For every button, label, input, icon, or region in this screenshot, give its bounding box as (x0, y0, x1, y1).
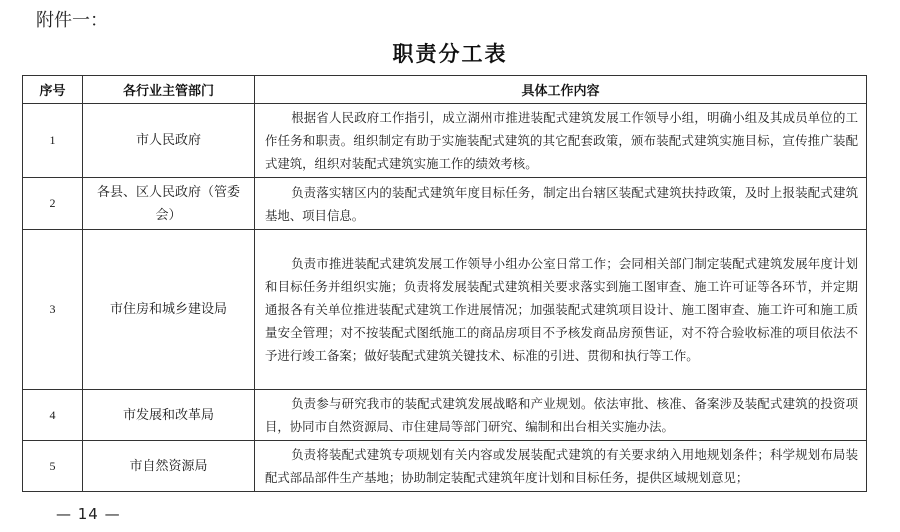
row-dept: 市自然资源局 (83, 441, 255, 492)
row-dept: 市发展和改革局 (83, 390, 255, 441)
table-header-row (23, 76, 867, 104)
row-content-text: 负责将装配式建筑专项规划有关内容或发展装配式建筑的有关要求纳入用地规划条件；科学规划布局装配式部品部件生产基地；协助制定装配式建筑年度计划和目标任务，提供区域规划意见； (265, 447, 858, 485)
row-content (255, 178, 867, 230)
row-content (255, 390, 867, 441)
header-content: 具体工作内容 (255, 76, 867, 104)
row-dept: 市住房和城乡建设局 (83, 230, 255, 390)
table-row (23, 178, 867, 230)
page-number: — 14 — (56, 505, 121, 523)
page-title: 职责分工表 (392, 41, 508, 66)
header-no: 序号 (23, 76, 83, 104)
table-row (23, 230, 867, 390)
row-number: 4 (23, 390, 83, 441)
row-content (255, 104, 867, 178)
row-content (255, 230, 867, 390)
table-row (23, 441, 867, 492)
row-content (255, 441, 867, 492)
header-dept: 各行业主管部门 (83, 76, 255, 104)
row-dept: 市人民政府 (83, 104, 255, 178)
table-row (23, 104, 867, 178)
row-dept: 各县、区人民政府（管委会） (83, 178, 255, 230)
attachment-label: 附件一： (36, 10, 108, 31)
row-content-text: 负责落实辖区内的装配式建筑年度目标任务，制定出台辖区装配式建筑扶持政策，及时上报装配式建筑基地、项目信息。 (265, 184, 858, 223)
row-number: 1 (23, 104, 83, 178)
row-content-text: 负责市推进装配式建筑发展工作领导小组办公室日常工作；会同相关部门制定装配式建筑发展年度计划和目标任务并组织实施；负责将发展装配式建筑相关要求落实到施工图审查、施工许可证等各环节，并定期通报各有关单位推进装配式建筑工作进展情况；加强装配式建筑项目设计、施工图审查、施工许可和施工质量安全管理；对不按装配式图纸施工的商品房项目不予核发商品房预售证，对不符合验收标准的项目依法不予进行竣工备案；做好装配式建筑关键技术、标准的引进、贯彻和执行等工作。 (265, 256, 858, 363)
row-number: 3 (23, 230, 83, 390)
duty-table (22, 75, 867, 492)
row-number: 2 (23, 178, 83, 230)
table-row (23, 390, 867, 441)
row-content-text: 根据省人民政府工作指引，成立湖州市推进装配式建筑发展工作领导小组，明确小组及其成员单位的工作任务和职责。组织制定有助于实施装配式建筑的其它配套政策，颁布装配式建筑实施目标，宣传推广装配式建筑，组织对装配式建筑实施工作的绩效考核。 (265, 110, 858, 171)
row-number: 5 (23, 441, 83, 492)
row-content-text: 负责参与研究我市的装配式建筑发展战略和产业规划。依法审批、核准、备案涉及装配式建筑的投资项目，协同市自然资源局、市住建局等部门研究、编制和出台相关实施办法。 (265, 396, 858, 434)
